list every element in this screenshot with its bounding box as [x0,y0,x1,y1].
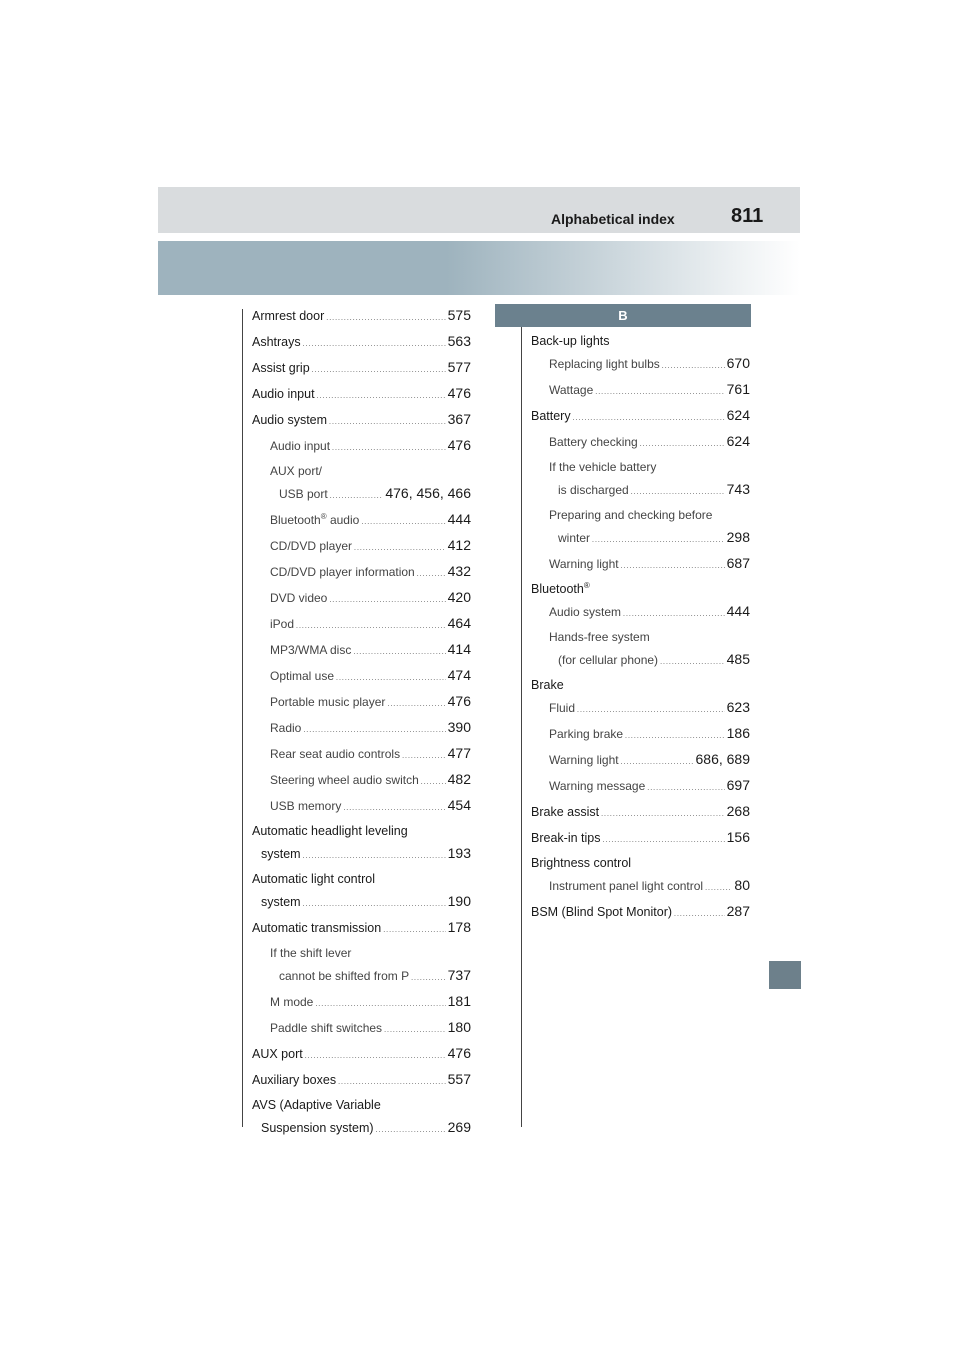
index-entry: AUX port ..... 476 [252,1042,471,1068]
page-number: 811 [731,205,764,227]
index-subentry: Battery checking ..... 624 [531,430,750,456]
index-subentry-heading: Hands-free system [549,630,650,644]
index-subentry: Audio system ..... 444 [531,600,750,626]
index-subentry: M mode ..... 181 [252,990,471,1016]
index-entry-heading: Brake [531,678,564,692]
index-subentry-heading: Preparing and checking before [549,508,713,522]
index-entry: Automatic transmission ..... 178 [252,916,471,942]
index-entry: Brake assist ..... 268 [531,800,750,826]
index-subentry: Instrument panel light control ..... 80 [531,874,750,900]
index-subentry: Radio ..... 390 [252,716,471,742]
index-entry: Audio system ..... 367 [252,408,471,434]
index-subentry: Warning light ..... 686, 689 [531,748,750,774]
index-subentry: Replacing light bulbs ..... 670 [531,352,750,378]
index-subentry: MP3/WMA disc ..... 414 [252,638,471,664]
index-entry: Ashtrays ..... 563 [252,330,471,356]
left-column-rule [242,309,243,1127]
middle-column-rule [521,309,522,1127]
index-entry: Audio input ..... 476 [252,382,471,408]
index-subentry: is discharged ..... 743 [531,478,750,504]
index-subentry-heading: AUX port/ [270,464,323,478]
index-subentry: Paddle shift switches ..... 180 [252,1016,471,1042]
chapter-side-tab [769,961,801,989]
page-title: Alphabetical index [551,211,675,227]
index-subentry: Optimal use ..... 474 [252,664,471,690]
header-bar [158,187,800,233]
index-subentry: Steering wheel audio switch ..... 482 [252,768,471,794]
index-subentry: Fluid ..... 623 [531,696,750,722]
index-subentry-heading: If the shift lever [270,946,352,960]
index-subentry: CD/DVD player ..... 412 [252,534,471,560]
index-subentry-heading: If the vehicle battery [549,460,657,474]
index-subentry: DVD video ..... 420 [252,586,471,612]
index-subentry: Bluetooth® audio ..... 444 [252,508,471,534]
index-subentry: Audio input ..... 476 [252,434,471,460]
index-subentry: winter ..... 298 [531,526,750,552]
index-entry: Auxiliary boxes ..... 557 [252,1068,471,1094]
index-entry: Armrest door ..... 575 [252,304,471,330]
index-subentry: CD/DVD player information ..... 432 [252,560,471,586]
index-entry-heading: Brightness control [531,856,632,870]
index-entry: Break-in tips ..... 156 [531,826,750,852]
index-entry-heading: Automatic headlight leveling [252,824,408,838]
index-entry-heading: Bluetooth® [531,580,590,596]
index-entry: Suspension system) ..... 269 [252,1116,471,1142]
index-column-right [531,304,750,926]
index-entry-heading: Automatic light control [252,872,375,886]
index-subentry: Rear seat audio controls ..... 477 [252,742,471,768]
index-entry: system ..... 193 [252,842,471,868]
index-subentry: (for cellular phone) ..... 485 [531,648,750,674]
index-subentry: Parking brake ..... 186 [531,722,750,748]
index-subentry: Warning message ..... 697 [531,774,750,800]
index-entry-heading: AVS (Adaptive Variable [252,1098,381,1112]
index-subentry: Warning light ..... 687 [531,552,750,578]
index-subentry: iPod ..... 464 [252,612,471,638]
section-letter-b: B [495,304,751,327]
header-gradient-band [158,241,800,295]
index-subentry: USB memory ..... 454 [252,794,471,820]
index-entry-heading: Back-up lights [531,334,610,348]
index-subentry: USB port ..... 476, 456, 466 [252,482,471,508]
index-entry: Assist grip ..... 577 [252,356,471,382]
index-subentry: Portable music player ..... 476 [252,690,471,716]
index-subentry: cannot be shifted from P ..... 737 [252,964,471,990]
index-subentry: Wattage ..... 761 [531,378,750,404]
index-entry: system ..... 190 [252,890,471,916]
index-entry: Battery ..... 624 [531,404,750,430]
index-column-left [252,304,471,1142]
index-entry: BSM (Blind Spot Monitor) ..... 287 [531,900,750,926]
